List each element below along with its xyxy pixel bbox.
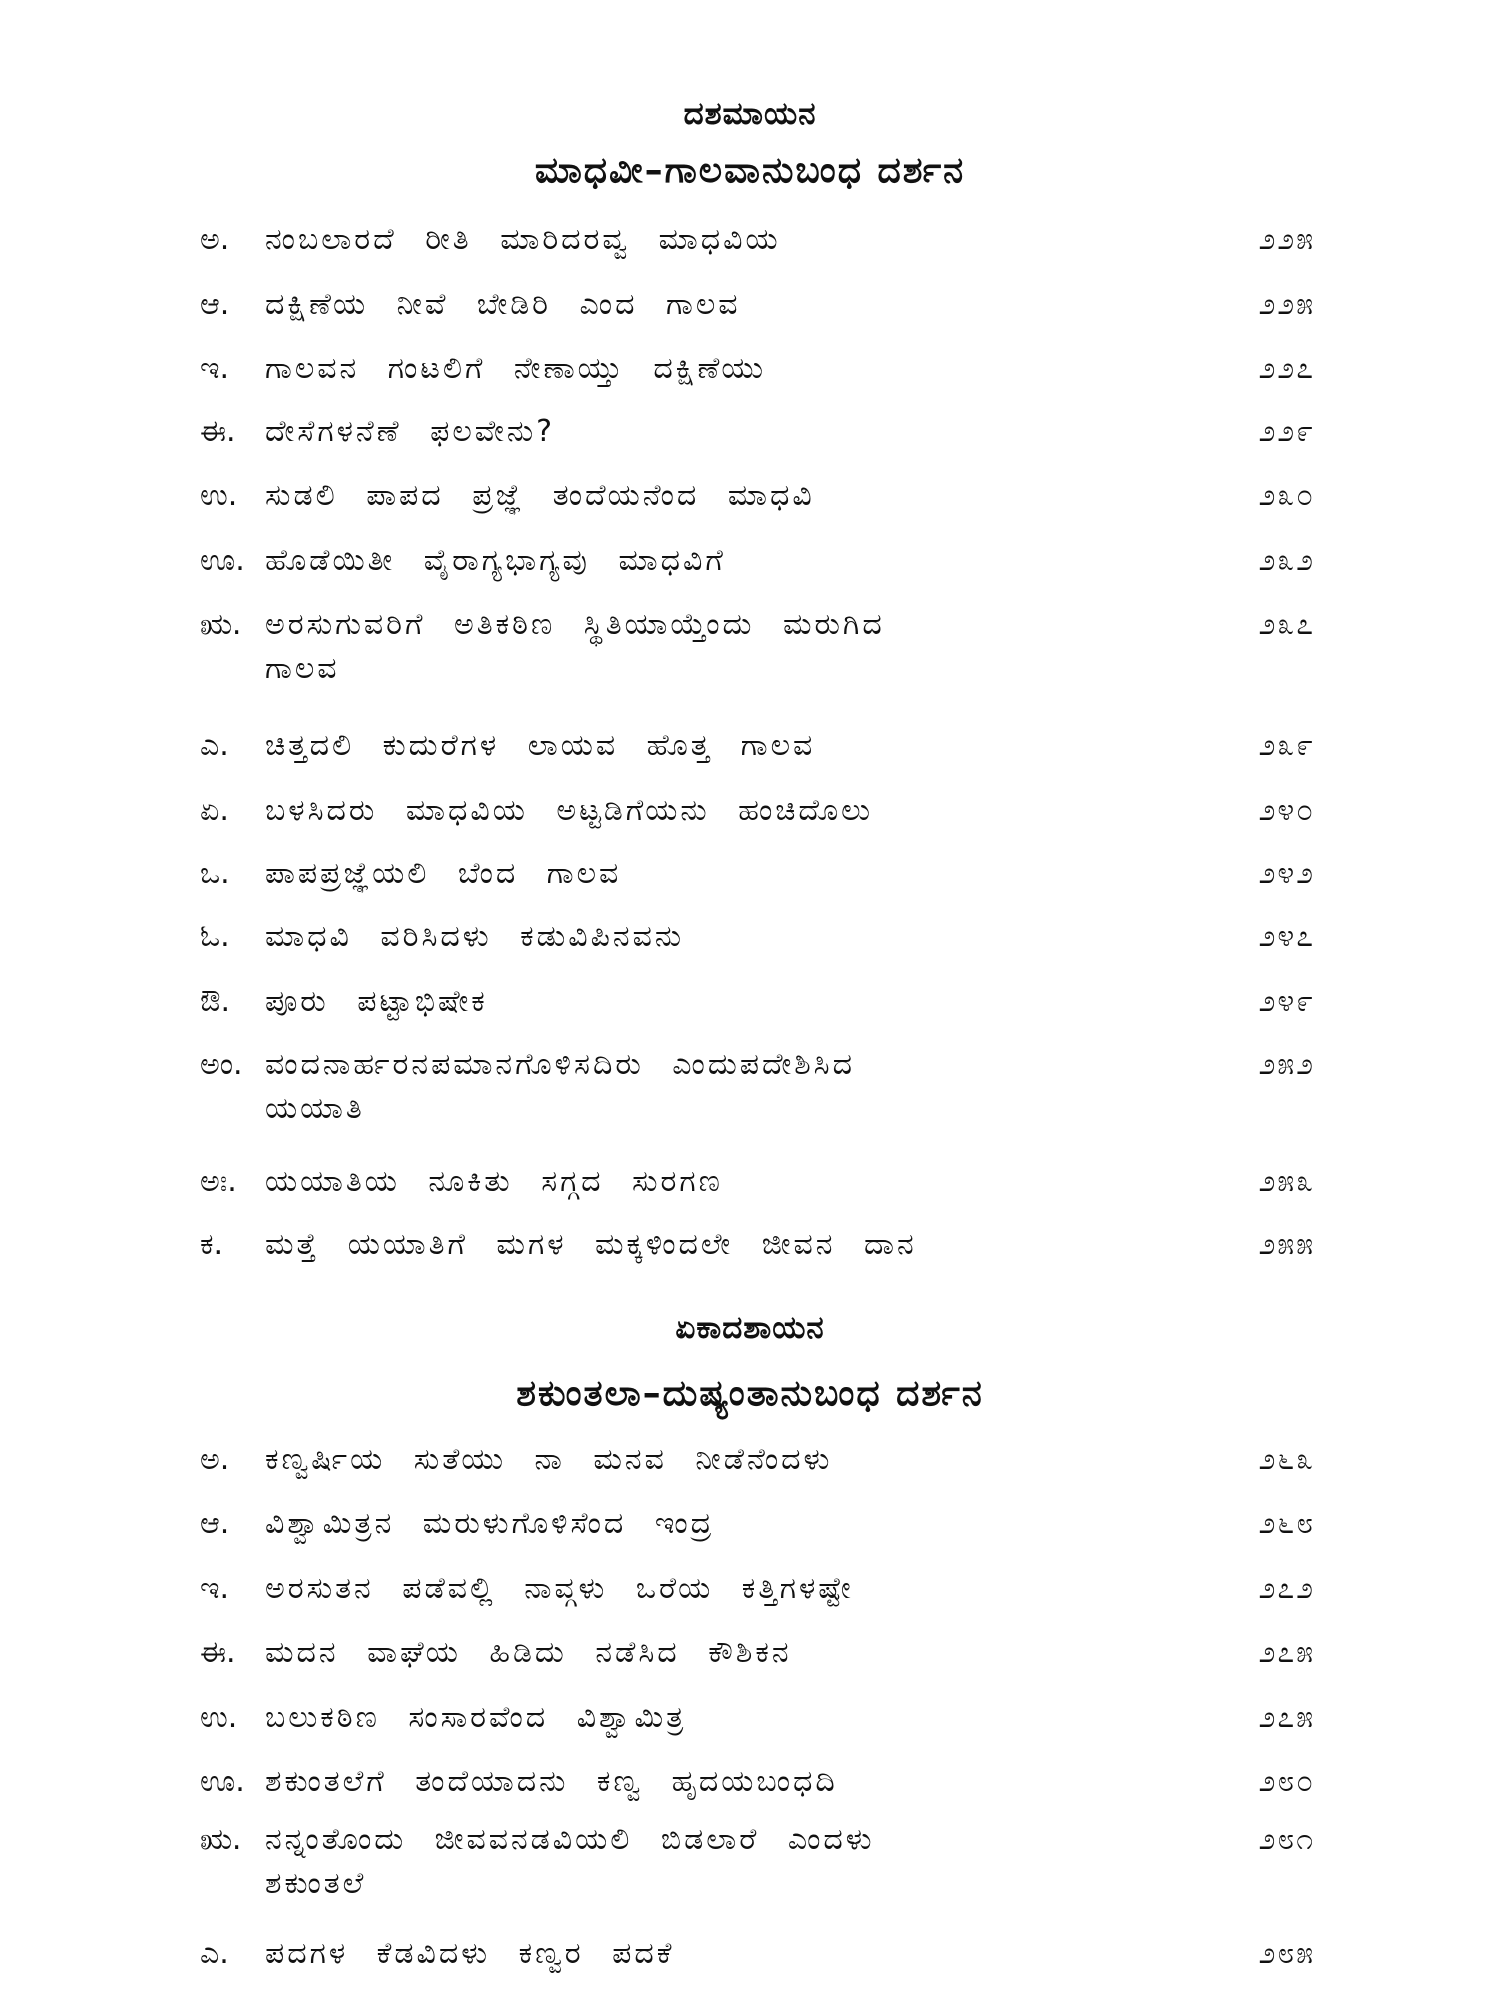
- toc-entry: [0, 789, 1500, 849]
- entry-marker: ಊ.: [200, 543, 245, 578]
- toc-entry: [0, 603, 1500, 723]
- entry-marker: ಅಃ.: [200, 1164, 237, 1199]
- entry-title-line: ಮಾಧವಿ ವರಿಸಿದಳು ಕಡುವಿಪಿನವನು: [265, 919, 685, 954]
- entry-page-number: ೨೪೦: [1258, 793, 1315, 828]
- entry-title-line: ಹೊಡೆಯಿತೀ ವೈರಾಗ್ಯಭಾಗ್ಯವು ಮಾಧವಿಗೆ: [265, 543, 726, 578]
- entry-title: [265, 474, 1215, 518]
- entry-marker: ಈ.: [200, 1635, 236, 1670]
- entry-title: [265, 1696, 1215, 1740]
- entry-marker: ಋ.: [200, 1822, 242, 1857]
- toc-entry: [0, 347, 1500, 407]
- section-subtitle: ಮಾಧವೀ–ಗಾಲವಾನುಬಂಧ ದರ್ಶನ: [534, 150, 966, 191]
- entry-title-line: ಪೂರು ಪಟ್ಟಾಭಿಷೇಕ: [265, 984, 488, 1019]
- entry-title-line: ದೇಸೆಗಳನೆಣೆ ಫಲವೇನು?: [265, 414, 556, 449]
- entry-title: [265, 1223, 1215, 1267]
- entry-title-line: ಮತ್ತೆ ಯಯಾತಿಗೆ ಮಗಳ ಮಕ್ಕಳಿಂದಲೇ ಜೀವನ ದಾನ: [265, 1227, 917, 1262]
- entry-page-number: ೨೪೭: [1258, 919, 1315, 954]
- entry-marker: ಔ.: [200, 984, 230, 1019]
- entry-marker: ಓ.: [200, 919, 230, 954]
- entry-page-number: ೨೪೯: [1258, 984, 1315, 1019]
- entry-page-number: ೨೫೩: [1258, 1164, 1315, 1199]
- toc-entry: [0, 1502, 1500, 1562]
- entry-page-number: ೨೭೨: [1258, 1571, 1315, 1606]
- entry-marker: ಊ.: [200, 1764, 245, 1799]
- entry-page-number: ೨೭೫: [1258, 1700, 1315, 1735]
- entry-title-line: ಅರಸುಗುವರಿಗೆ ಅತಿಕಠಿಣ ಸ್ಥಿತಿಯಾಯ್ತೆಂದು ಮರುಗಿದ: [265, 607, 885, 642]
- toc-entry: [0, 1696, 1500, 1756]
- entry-title: [265, 1760, 1215, 1804]
- entry-title-line: ಸುಡಲಿ ಪಾಪದ ಪ್ರಜ್ಞೆ ತಂದೆಯನೆಂದ ಮಾಧವಿ: [265, 478, 815, 513]
- entry-title: [265, 1567, 1215, 1611]
- entry-page-number: ೨೪೨: [1258, 856, 1315, 891]
- toc-entry: [0, 1438, 1500, 1498]
- entry-title: [265, 1043, 1215, 1131]
- entry-title: [265, 603, 1215, 691]
- entry-marker: ಎ.: [200, 1936, 229, 1971]
- entry-title-line: ಮದನ ವಾಘೆಯ ಹಿಡಿದು ನಡೆಸಿದ ಕೌಶಿಕನ: [265, 1635, 792, 1670]
- entry-title: [265, 1631, 1215, 1675]
- entry-title: [265, 218, 1215, 262]
- entry-title-line: ವಿಶ್ವಾಮಿತ್ರನ ಮರುಳುಗೊಳಿಸೆಂದ ಇಂದ್ರ: [265, 1506, 715, 1541]
- toc-entry: [0, 852, 1500, 912]
- section-title: ದಶಮಾಯನ: [683, 96, 817, 132]
- entry-title-line: ಯಯಾತಿಯ ನೂಕಿತು ಸಗ್ಗದ ಸುರಗಣ: [265, 1164, 723, 1199]
- entry-marker: ಋ.: [200, 607, 242, 642]
- entry-title-line: ಚಿತ್ತದಲಿ ಕುದುರೆಗಳ ಲಾಯವ ಹೊತ್ತ ಗಾಲವ: [265, 728, 816, 763]
- entry-title-line: ಗಾಲವನ ಗಂಟಲಿಗೆ ನೇಣಾಯ್ತು ದಕ್ಷಿಣೆಯು: [265, 351, 767, 386]
- entry-title: [265, 1932, 1215, 1976]
- entry-title: [265, 852, 1215, 896]
- entry-marker: ಇ.: [200, 351, 230, 386]
- toc-entry: [0, 474, 1500, 534]
- entry-marker: ಎ.: [200, 728, 229, 763]
- entry-page-number: ೨೮೦: [1258, 1764, 1315, 1799]
- entry-page-number: ೨೫೨: [1258, 1047, 1315, 1082]
- entry-page-number: ೨೩೦: [1258, 478, 1315, 513]
- entry-marker: ಇ.: [200, 1571, 230, 1606]
- entry-title-continuation: ಯಯಾತಿ: [265, 1091, 365, 1126]
- toc-entry: [0, 1567, 1500, 1627]
- toc-entry: [0, 218, 1500, 278]
- toc-entry: [0, 1760, 1500, 1820]
- entry-title: [265, 980, 1215, 1024]
- entry-title-line: ಪಾಪಪ್ರಜ್ಞೆಯಲಿ ಬೆಂದ ಗಾಲವ: [265, 856, 622, 891]
- entry-title-line: ವಂದನಾರ್ಹರನಪಮಾನಗೊಳಿಸದಿರು ಎಂದುಪದೇಶಿಸಿದ: [265, 1047, 855, 1082]
- entry-page-number: ೨೩೯: [1258, 728, 1315, 763]
- entry-title: [265, 283, 1215, 327]
- toc-entry: [0, 1631, 1500, 1691]
- entry-title: [265, 724, 1215, 768]
- section-subtitle: ಶಕುಂತಲಾ–ದುಷ್ಯಂತಾನುಬಂಧ ದರ್ಶನ: [516, 1373, 984, 1414]
- entry-page-number: ೨೮೧: [1258, 1822, 1315, 1857]
- toc-entry: [0, 283, 1500, 343]
- entry-page-number: ೨೮೫: [1258, 1936, 1315, 1971]
- entry-title-line: ಕಣ್ವರ್ಷಿಯ ಸುತೆಯು ನಾ ಮನವ ನೀಡೆನೆಂದಳು: [265, 1442, 833, 1477]
- entry-title-line: ಶಕುಂತಲೆಗೆ ತಂದೆಯಾದನು ಕಣ್ವ ಹೃದಯಬಂಧದಿ: [265, 1764, 838, 1799]
- entry-title-continuation: ಗಾಲವ: [265, 651, 340, 686]
- entry-page-number: ೨೨೭: [1258, 351, 1315, 386]
- entry-marker: ಅ.: [200, 222, 230, 257]
- entry-marker: ಆ.: [200, 287, 230, 322]
- entry-page-number: ೨೨೫: [1258, 287, 1315, 322]
- entry-title-continuation: ಶಕುಂತಲೆ: [265, 1866, 367, 1901]
- entry-page-number: ೨೩೨: [1258, 543, 1315, 578]
- toc-entry: [0, 1043, 1500, 1163]
- entry-title: [265, 410, 1215, 454]
- entry-marker: ಉ.: [200, 1700, 238, 1735]
- entry-title-line: ಅರಸುತನ ಪಡೆವಲ್ಲಿ ನಾವ್ಗಳು ಒರೆಯ ಕತ್ತಿಗಳಷ್ಟೇ: [265, 1571, 854, 1606]
- entry-marker: ಈ.: [200, 414, 236, 449]
- entry-title-line: ನನ್ನಂತೊಂದು ಜೀವವನಡವಿಯಲಿ ಬಿಡಲಾರೆ ಎಂದಳು: [265, 1822, 875, 1857]
- entry-title-line: ಬಳಸಿದರು ಮಾಧವಿಯ ಅಟ್ಟಡಿಗೆಯನು ಹಂಚಿದೊಲು: [265, 793, 874, 828]
- toc-entry: [0, 724, 1500, 784]
- entry-title-line: ನಂಬಲಾರದೆ ರೀತಿ ಮಾರಿದರವ್ವ ಮಾಧವಿಯ: [265, 222, 781, 257]
- toc-entry: [0, 1818, 1500, 1938]
- entry-marker: ಅಂ.: [200, 1047, 243, 1082]
- entry-title: [265, 1160, 1215, 1204]
- entry-title: [265, 347, 1215, 391]
- section-title: ಏಕಾದಶಾಯನ: [675, 1310, 825, 1346]
- toc-entry: [0, 1160, 1500, 1220]
- entry-title: [265, 1438, 1215, 1482]
- entry-page-number: ೨೨೫: [1258, 222, 1315, 257]
- entry-marker: ಕ.: [200, 1227, 224, 1262]
- toc-entry: [0, 410, 1500, 470]
- entry-title-line: ಬಲುಕಠಿಣ ಸಂಸಾರವೆಂದ ವಿಶ್ವಾಮಿತ್ರ: [265, 1700, 687, 1735]
- entry-title: [265, 1818, 1215, 1906]
- entry-marker: ಏ.: [200, 793, 229, 828]
- entry-title-line: ದಕ್ಷಿಣೆಯ ನೀವೆ ಬೇಡಿರಿ ಎಂದ ಗಾಲವ: [265, 287, 741, 322]
- entry-title: [265, 1502, 1215, 1546]
- entry-page-number: ೨೩೭: [1258, 607, 1315, 642]
- entry-page-number: ೨೬೩: [1258, 1442, 1315, 1477]
- toc-entry: [0, 1932, 1500, 1992]
- entry-title: [265, 915, 1215, 959]
- entry-page-number: ೨೭೫: [1258, 1635, 1315, 1670]
- toc-entry: [0, 1223, 1500, 1283]
- toc-entry: [0, 980, 1500, 1040]
- entry-title: [265, 789, 1215, 833]
- entry-marker: ಒ.: [200, 856, 230, 891]
- entry-marker: ಆ.: [200, 1506, 230, 1541]
- entry-title: [265, 539, 1215, 583]
- toc-entry: [0, 915, 1500, 975]
- entry-title-line: ಪದಗಳ ಕೆಡವಿದಳು ಕಣ್ವರ ಪದಕೆ: [265, 1936, 675, 1971]
- entry-page-number: ೨೫೫: [1258, 1227, 1315, 1262]
- toc-entry: [0, 539, 1500, 599]
- entry-marker: ಅ.: [200, 1442, 230, 1477]
- entry-page-number: ೨೬೮: [1258, 1506, 1315, 1541]
- entry-marker: ಉ.: [200, 478, 238, 513]
- entry-page-number: ೨೨೯: [1258, 414, 1315, 449]
